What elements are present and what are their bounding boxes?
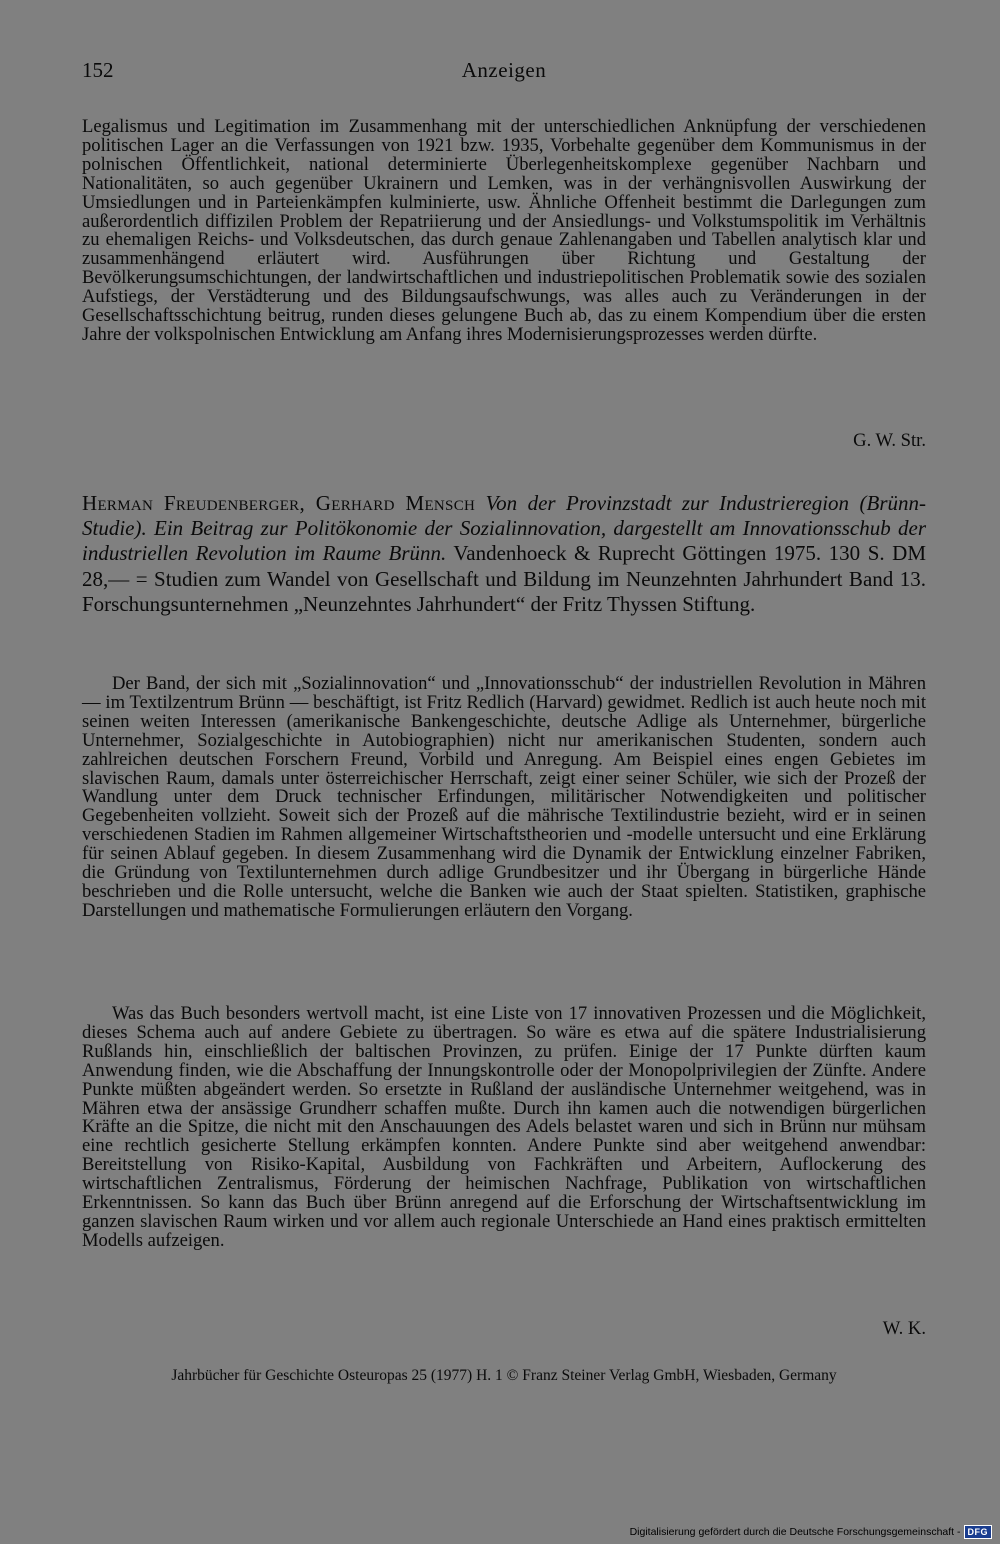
- citation-title: Von der Provinzstadt zur Industrieregion (Brünn-Studie). Ein Beitrag zur Politökonomie der Sozialinnovation, dargestellt am Innovationsschub der industriellen Revolution im Raume Brünn.: [82, 491, 927, 566]
- book-citation: [82, 491, 926, 617]
- digitization-banner: [630, 1525, 992, 1539]
- dfg-logo-icon: DFG: [964, 1525, 993, 1539]
- running-head: Anzeigen: [461, 58, 547, 82]
- citation-authors: Herman Freudenberger, Gerhard Mensch: [82, 491, 476, 515]
- citation-details: Vandenhoeck & Ruprecht Göttingen 1975. 130 S. DM 28,— = Studien zum Wandel von Gesellschaft und Bildung im Neunzehnten Jahrhundert Band 13. Forschungsunternehmen „Neunzehntes Jahrhundert“ der Fritz Thyssen Stiftung.: [82, 541, 926, 616]
- document-page: [82, 0, 926, 1544]
- digitization-note: Digitalisierung gefördert durch die Deutsche Forschungsgemeinschaft -: [629, 1526, 961, 1538]
- review-paragraph-2: Was das Buch besonders wertvoll macht, ist eine Liste von 17 innovativen Prozessen und die Möglichkeit, dieses Schema auch auf andere Gebiete zu übertragen. So wäre es etwa auf die spätere Industrialisierung Rußlands hin, einschließlich der baltischen Provinzen, zu prüfen. Einige der 17 Punkte dürften kaum Anwendung finden, wie die Abschaffung der Innungskontrolle oder der Monopolprivilegien der Zünfte. Andere Punkte müßten abgeändert werden. So ersetzte in Rußland der ausländische Unternehmer weitgehend, was in Mähren etwa der ansässige Grundherr schaffen mußte. Durch ihn kamen auch die notwendigen bürgerlichen Kräfte an die Spitze, die nicht mit den Anschauungen des Adels belastet waren und sich in Brünn nur mühsam eine rechtlich gesicherte Stellung erkämpfen konnten. Andere Punkte sind aber weitgehend anwendbar: Bereitstellung von Risiko-Kapital, Ausbildung von Fachkräften und Arbeitern, Auflockerung des wirtschaftlichen Zentralismus, Förderung der heimischen Nachfrage, Publikation von wirtschaftlichen Erkenntnissen. So kann das Buch über Brünn anregend auf die Erforschung der Wirtschaftsentwicklung im ganzen slavischen Raum wirken und vor allem auch regionale Unterschiede an Hand eines praktisch ermittelten Modells aufzeigen.: [82, 1003, 926, 1251]
- reviewer-signature: W. K.: [882, 1318, 926, 1339]
- review-paragraph-1: Der Band, der sich mit „Sozialinnovation“ und „Innovationsschub“ der industriellen Revolution in Mähren — im Textilzentrum Brünn — beschäftigt, ist Fritz Redlich (Harvard) gewidmet. Redlich ist auch heute noch mit seinen weiten Interessen (amerikanische Bankengeschichte, deutsche Adlige als Unternehmer, bürgerliche Unternehmer, Sozialgeschichte in Autobiographien) nicht nur amerikanischen Studenten, sondern auch zahlreichen deutschen Forschern Freund, Vorbild und Anregung. Am Beispiel eines engen Gebietes im slavischen Raum, damals unter österreichischer Herrschaft, zeigt einer seiner Schüler, wie sich der Prozeß der Wandlung unter dem Druck technischer Erfindungen, militärischer Notwendigkeiten und politischer Gegebenheiten vollzieht. Soweit sich der Prozeß auf die mährische Textilindustrie bezieht, wird er in seinen verschiedenen Stadien im Rahmen allgemeiner Wirtschaftstheorien und -modelle untersucht und eine Erklärung für seinen Ablauf gegeben. In diesem Zusammenhang wird die Dynamik der Entwicklung einzelner Fabriken, die Gründung von Textilunternehmen durch adlige Grundbesitzer und ihr Übergang in bürgerliche Hände beschrieben und die Rolle untersucht, welche die Banken wie auch der Staat spielten. Statistiken, graphische Darstellungen und mathematische Formulierungen erläutern den Vorgang.: [82, 673, 926, 921]
- reviewer-signature: G. W. Str.: [853, 430, 926, 451]
- review-paragraph-continued: Legalismus und Legitimation im Zusammenhang mit der unterschiedlichen Anknüpfung der verschiedenen politischen Lager an die Verfassungen von 1921 bzw. 1935, Vorbehalte gegenüber dem Kommunismus in der polnischen Öffentlichkeit, national determinierte Überlegenheitskomplexe gegenüber Nachbarn und Nationalitäten, so auch gegenüber Ukrainern und Lemken, was in der verhängnisvollen Auswirkung der Umsiedlungen und in Parteienkämpfen kulminierte, usw. Ähnliche Offenheit bestimmt die Darlegungen zum außerordentlich diffizilen Problem der Repatriierung und der Ansiedlungs- und Volkstumspolitik im Verhältnis zu ehemaligen Reichs- und Volksdeutschen, das durch genaue Zahlenangaben und Tabellen analytisch klar und zusammenhängend erläutert wird. Ausführungen über Richtung und Gestaltung der Bevölkerungsumschichtungen, der landwirtschaftlichen und industriepolitischen Problematik sowie des sozialen Aufstiegs, der Verstädterung und des Bildungsaufschwungs, was alles auch zu Veränderungen in der Gesellschaftsschichtung beitrug, runden dieses gelungene Buch ab, das zu einem Kompendium über die ersten Jahre der volkspolnischen Entwicklung am Anfang ihres Modernisierungsprozesses werden dürfte.: [82, 116, 926, 345]
- page-header: [82, 58, 926, 88]
- journal-footer: Jahrbücher für Geschichte Osteuropas 25 (1977) H. 1 © Franz Steiner Verlag GmbH, Wiesbaden, Germany: [171, 1367, 837, 1384]
- page-number: 152: [82, 58, 114, 82]
